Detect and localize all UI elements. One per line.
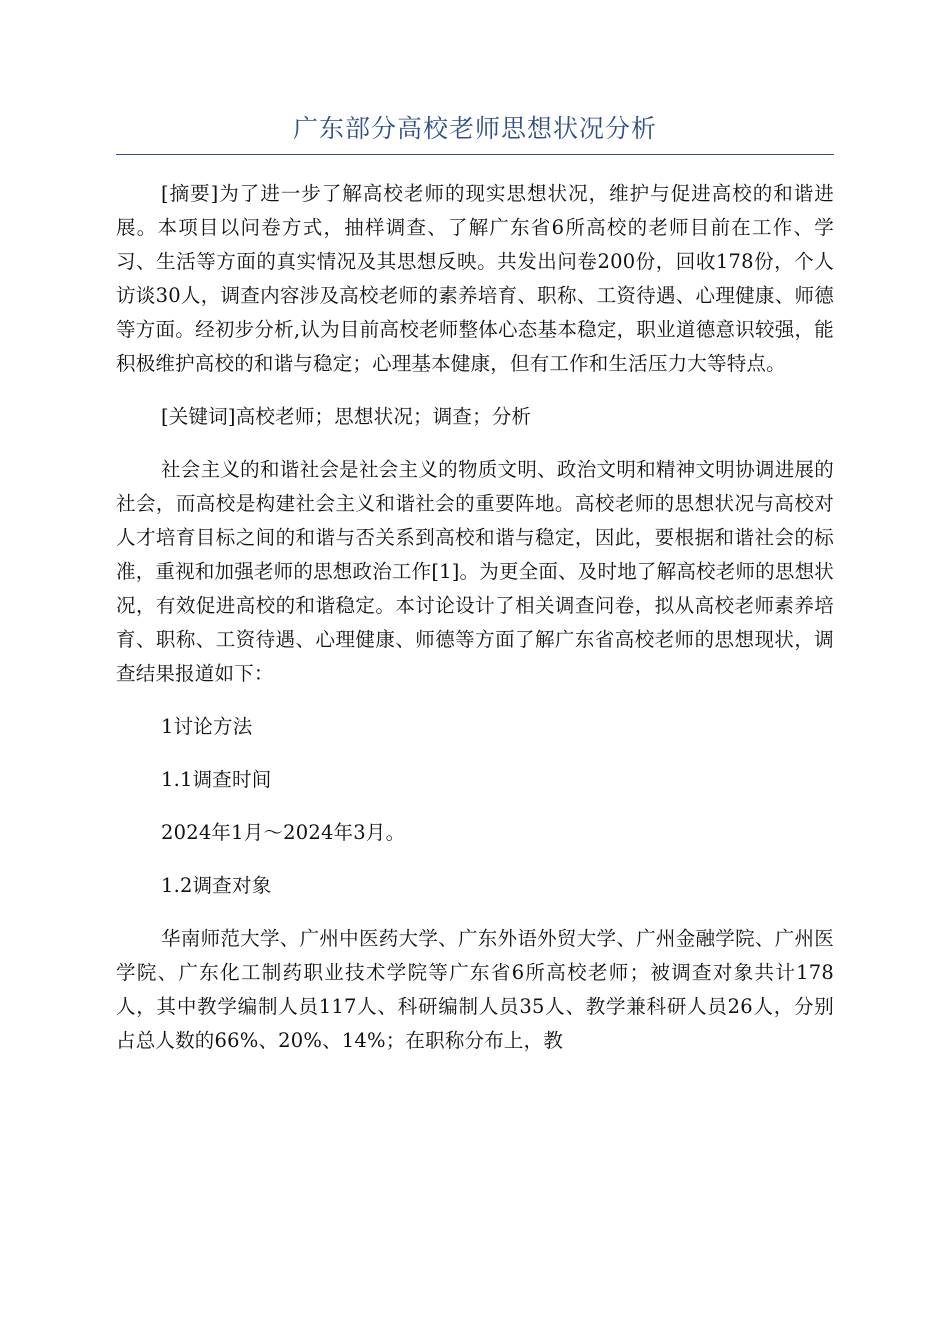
subsection-heading-time: 1.1调查时间	[161, 768, 272, 791]
survey-subjects-paragraph: 华南师范大学、广州中医药大学、广东外语外贸大学、广州金融学院、广州医学院、广东化工制药职业技术学院等广东省6所高校老师；被调查对象共计178人，其中教学编制人员117人、科研编制人员35人、教学兼科研人员26人，分别占总人数的66%、20%、14%；在职称分布上，教	[116, 927, 834, 1052]
keywords-paragraph: [关键词]高校老师；思想状况；调查；分析	[161, 405, 532, 428]
survey-time-paragraph: 2024年1月～2024年3月。	[161, 821, 406, 844]
document-body	[116, 177, 834, 1058]
document-title: 广东部分高校老师思想状况分析	[116, 112, 834, 155]
section-heading-methods: 1讨论方法	[161, 715, 253, 738]
abstract-paragraph: [摘要]为了进一步了解高校老师的现实思想状况，维护与促进高校的和谐进展。本项目以问卷方式，抽样调查、了解广东省6所高校的老师目前在工作、学习、生活等方面的真实情况及其思想反映。共发出问卷200份，回收178份，个人访谈30人，调查内容涉及高校老师的素养培育、职称、工资待遇、心理健康、师德等方面。经初步分析,认为目前高校老师整体心态基本稳定，职业道德意识较强，能积极维护高校的和谐与稳定；心理基本健康，但有工作和生活压力大等特点。	[116, 182, 834, 375]
subsection-heading-subjects: 1.2调查对象	[161, 874, 272, 897]
intro-paragraph: 社会主义的和谐社会是社会主义的物质文明、政治文明和精神文明协调进展的社会，而高校是构建社会主义和谐社会的重要阵地。高校老师的思想状况与高校对人才培育目标之间的和谐与否关系到高校和谐与稳定，因此，要根据和谐社会的标准，重视和加强老师的思想政治工作[1]。为更全面、及时地了解高校老师的思想状况，有效促进高校的和谐稳定。本讨论设计了相关调查问卷，拟从高校老师素养培育、职称、工资待遇、心理健康、师德等方面了解广东省高校老师的思想现状，调查结果报道如下：	[116, 458, 834, 685]
document-page	[116, 112, 834, 1077]
